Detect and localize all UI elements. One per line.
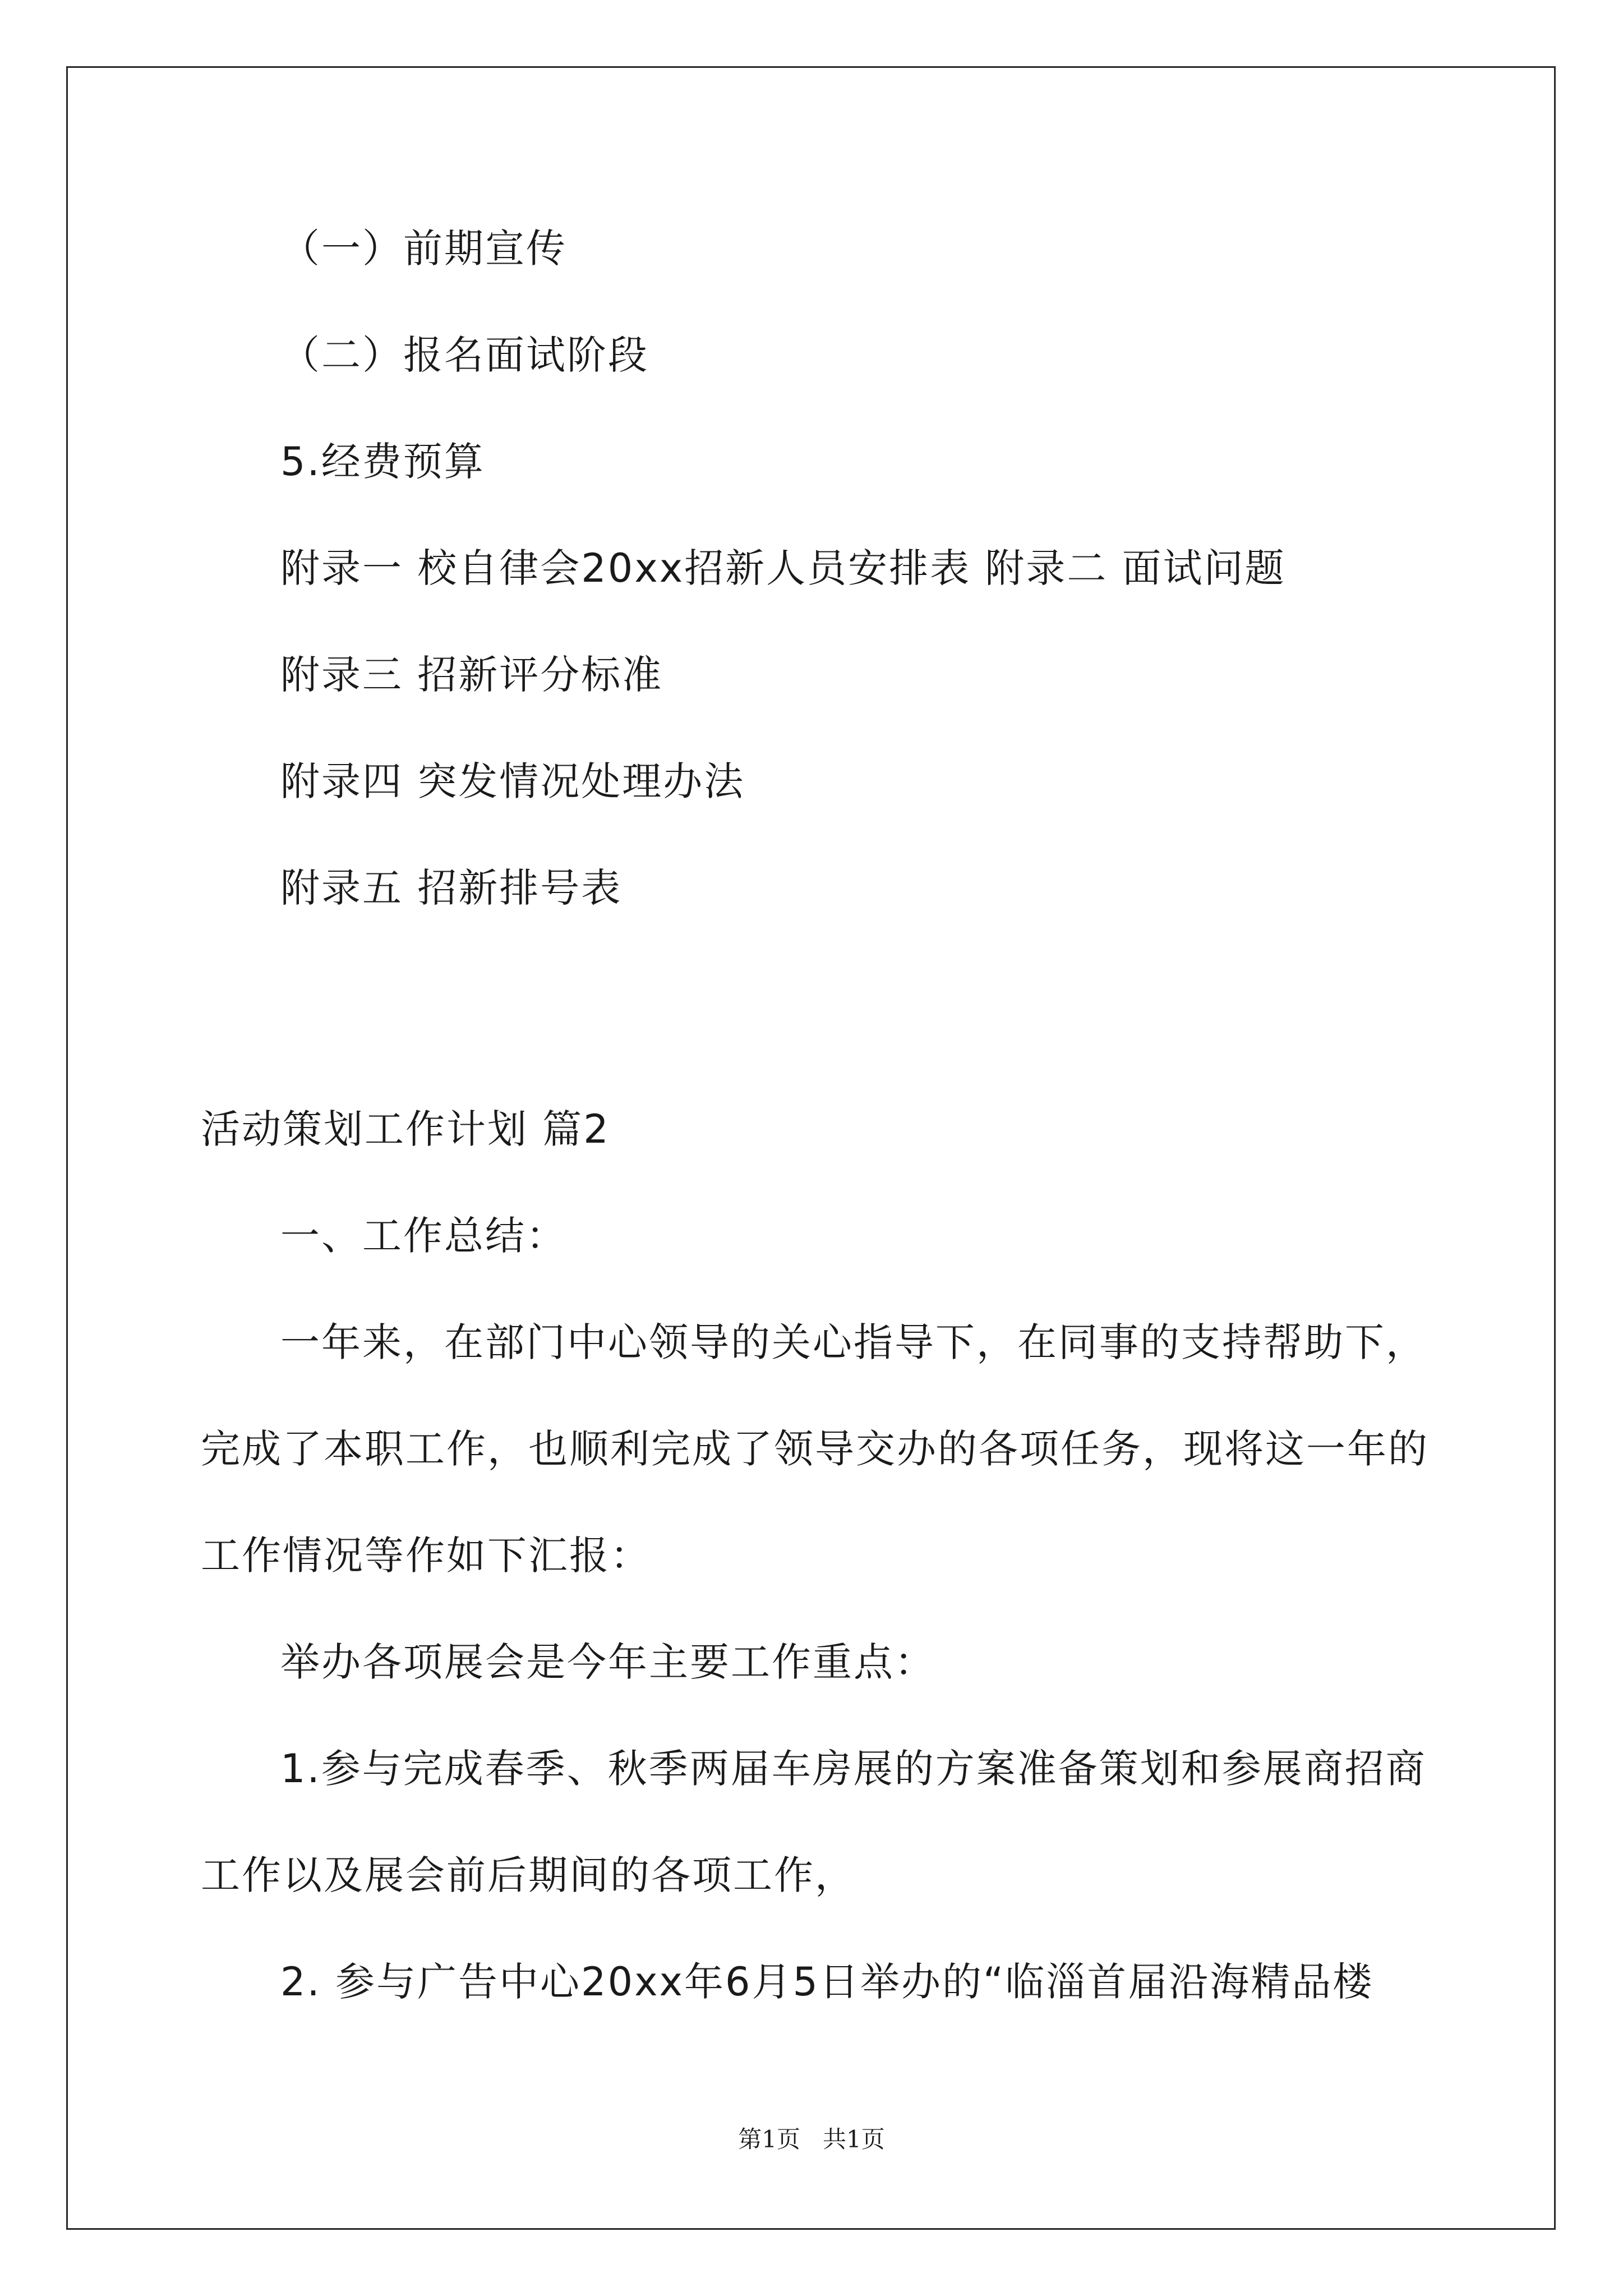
appendix-line-4: 附录四 突发情况处理办法 — [280, 758, 745, 804]
appendix-line-1-2: 附录一 校自律会20xx招新人员安排表 附录二 面试问题 — [280, 545, 1286, 591]
outline-item-preliminary-publicity: （一）前期宣传 — [280, 226, 567, 272]
list-item-1: 1.参与完成春季、秋季两届车房展的方案准备策划和参展商招商 — [280, 1746, 1427, 1792]
outline-item-registration-interview: （二）报名面试阶段 — [280, 332, 649, 378]
appendix-line-3: 附录三 招新评分标准 — [280, 652, 663, 698]
list-item-1-continued: 工作以及展会前后期间的各项工作， — [201, 1852, 856, 1898]
appendix-line-5: 附录五 招新排号表 — [280, 865, 623, 911]
section-heading: 活动策划工作计划 篇2 — [201, 1106, 610, 1152]
subheading-work-summary: 一、工作总结： — [280, 1213, 567, 1259]
page-footer: 第1页 共1页 — [738, 2125, 885, 2153]
outline-item-budget: 5.经费预算 — [280, 439, 485, 485]
paragraph-line: 举办各项展会是今年主要工作重点： — [280, 1639, 935, 1685]
paragraph-line: 工作情况等作如下汇报： — [201, 1533, 651, 1579]
paragraph-line: 完成了本职工作，也顺利完成了领导交办的各项任务，现将这一年的 — [201, 1426, 1429, 1472]
paragraph-line: 一年来，在部门中心领导的关心指导下，在同事的支持帮助下， — [280, 1319, 1427, 1365]
list-item-2: 2. 参与广告中心20xx年6月5日举办的“临淄首届沿海精品楼 — [280, 1959, 1374, 2005]
